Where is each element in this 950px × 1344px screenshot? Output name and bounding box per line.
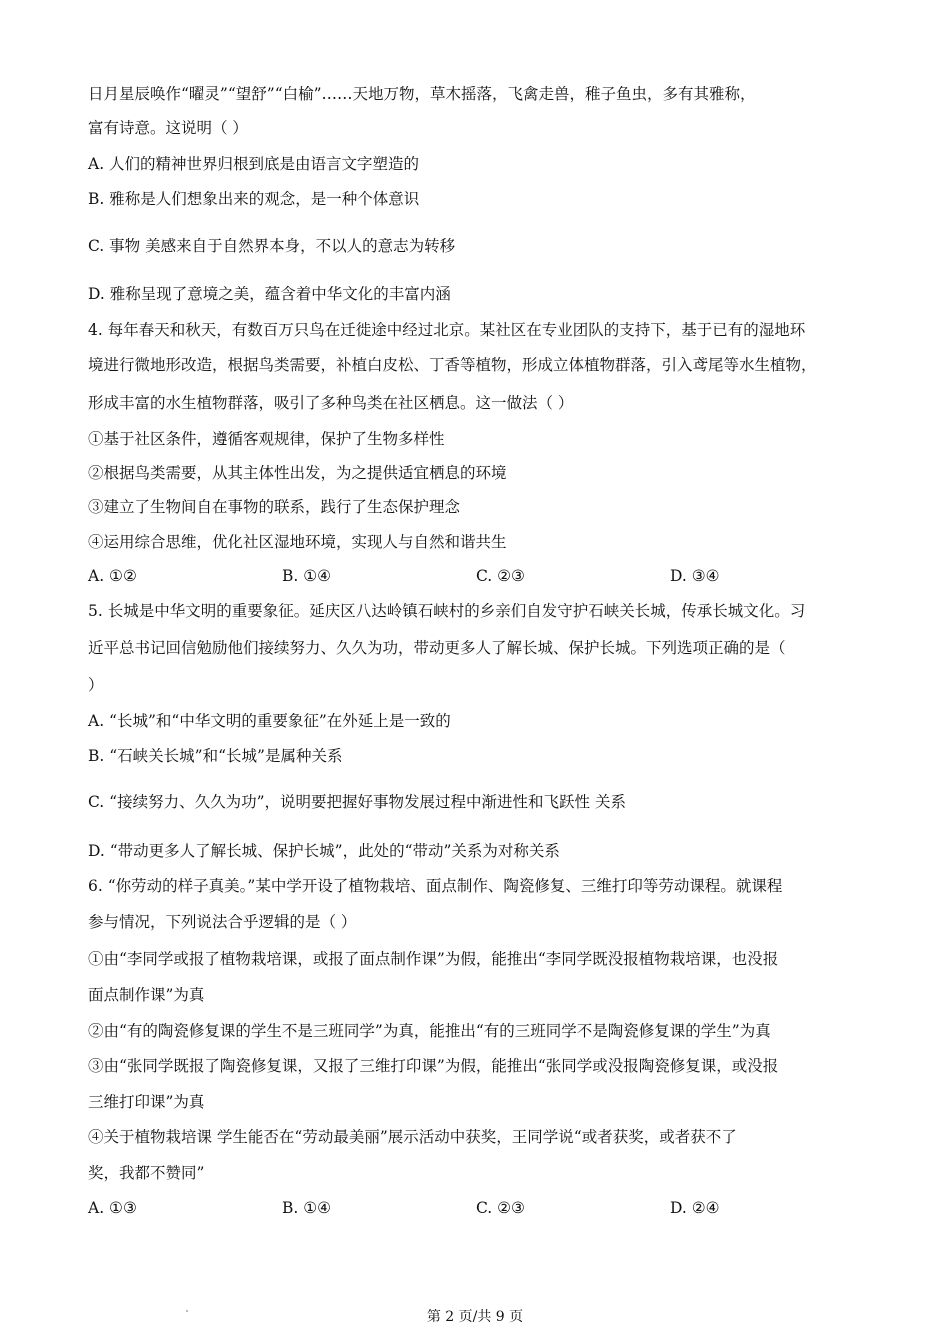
page-number: 第 2 页/共 9 页: [426, 1309, 524, 1325]
q3-option-d: D. 雅称呈现了意境之美，蕴含着中华文化的丰富内涵: [88, 285, 451, 303]
q3-stem-line-2: 富有诗意。这说明（ ）: [88, 119, 248, 137]
q6-statement-2: ②由“有的陶瓷修复课的学生不是三班同学”为真，能推出“有的三班同学不是陶瓷修复课的学生”为真: [88, 1022, 771, 1040]
q4-statement-2: ②根据鸟类需要，从其主体性出发，为之提供适宜栖息的环境: [88, 464, 507, 482]
q6-choice-a: A. ①③: [88, 1199, 137, 1217]
q4-stem-line-2: 境进行微地形改造，根据鸟类需要，补植白皮松、丁香等植物，形成立体植物群落，引入鸢尾等水生植物，: [88, 356, 817, 374]
q6-statement-4-line-2: 奖，我都不赞同”: [88, 1164, 205, 1182]
q5-option-b: B. “石峡关长城”和“长城”是属种关系: [88, 747, 343, 765]
q5-option-a: A. “长城”和“中华文明的重要象征”在外延上是一致的: [88, 712, 451, 730]
q4-statement-3: ③建立了生物间自在事物的联系，践行了生态保护理念: [88, 498, 461, 516]
q6-statement-1-line-1: ①由“李同学或报了植物栽培课，或报了面点制作课”为假，能推出“李同学既没报植物栽培课，也没报: [88, 950, 779, 968]
q3-stem-line-1: 日月星辰唤作“曜灵”“望舒”“白榆”……天地万物，草木摇落，飞禽走兽，稚子鱼虫，多有其雅称，: [88, 85, 756, 103]
q6-stem-line-1: 6. “你劳动的样子真美。”某中学开设了植物栽培、面点制作、陶瓷修复、三维打印等劳动课程。就课程: [88, 877, 783, 895]
q3-option-a: A. 人们的精神世界归根到底是由语言文字塑造的: [88, 155, 420, 173]
q4-statement-1: ①基于社区条件，遵循客观规律，保护了生物多样性: [88, 430, 445, 448]
q6-statement-1-line-2: 面点制作课”为真: [88, 986, 205, 1004]
q6-statement-3-line-1: ③由“张同学既报了陶瓷修复课，又报了三维打印课”为假，能推出“张同学或没报陶瓷修复课，或没报: [88, 1057, 779, 1075]
q5-option-c: C. “接续努力、久久为功”，说明要把握好事物发展过程中渐进性和飞跃性 关系: [88, 793, 626, 811]
q4-statement-4: ④运用综合思维，优化社区湿地环境，实现人与自然和谐共生: [88, 533, 507, 551]
q6-statement-4-line-1: ④关于植物栽培课 学生能否在“劳动最美丽”展示活动中获奖，王同学说“或者获奖，或者获不了: [88, 1128, 737, 1146]
q5-option-d: D. “带动更多人了解长城、保护长城”，此处的“带动”关系为对称关系: [88, 842, 560, 860]
q4-choice-a: A. ①②: [88, 567, 137, 585]
q6-stem-line-2: 参与情况，下列说法合乎逻辑的是（ ）: [88, 913, 357, 931]
q6-choice-b: B. ①④: [282, 1199, 332, 1217]
q6-choice-c: C. ②③: [476, 1199, 525, 1217]
q6-choice-d: D. ②④: [670, 1199, 720, 1217]
q4-stem-line-3: 形成丰富的水生植物群落，吸引了多种鸟类在社区栖息。这一做法（ ）: [88, 394, 574, 412]
q4-stem-line-1: 4. 每年春天和秋天，有数百万只鸟在迁徙途中经过北京。某社区在专业团队的支持下，基于已有的湿地环: [88, 321, 806, 339]
q3-option-b: B. 雅称是人们想象出来的观念，是一种个体意识: [88, 190, 420, 208]
q5-stem-line-2: 近平总书记回信勉励他们接续努力、久久为功，带动更多人了解长城、保护长城。下列选项正确的是（: [88, 639, 786, 657]
q5-stem-line-1: 5. 长城是中华文明的重要象征。延庆区八达岭镇石峡村的乡亲们自发守护石峡关长城，传承长城文化。习: [88, 602, 806, 620]
q6-statement-3-line-2: 三维打印课”为真: [88, 1093, 205, 1111]
q3-option-c: C. 事物 美感来自于自然界本身，不以人的意志为转移: [88, 237, 456, 255]
q5-stem-line-3: ）: [88, 676, 104, 694]
q4-choice-b: B. ①④: [282, 567, 332, 585]
q4-choice-c: C. ②③: [476, 567, 525, 585]
q4-choice-d: D. ③④: [670, 567, 720, 585]
